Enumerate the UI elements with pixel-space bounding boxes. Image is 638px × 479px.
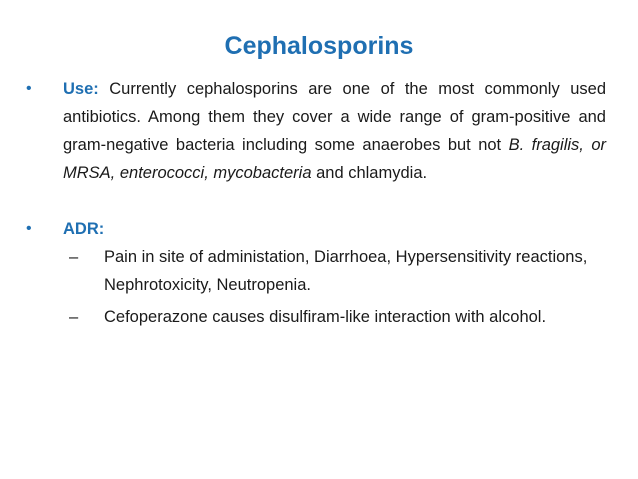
use-label: Use: [63,80,99,98]
use-italic-organisms: B. fragilis, or MRSA, enterococci, mycobacteria [63,136,606,182]
adr-label: ADR: [63,220,105,238]
slide-content [26,75,606,331]
use-text-1: Currently cephalosporins are one of the most commonly used antibiotics. Among them they cover a wide range of gram-positive and gram-negative bacteria including some anaerobes but not [63,80,606,154]
slide-title: Cephalosporins [224,32,414,60]
adr-item-text: Cefoperazone causes disulfiram-like interaction with alcohol. [104,308,547,326]
bullet-dot-icon: • [26,80,32,97]
bullet-dot-icon: • [26,220,32,237]
dash-icon: – [69,308,79,326]
dash-icon: – [69,248,79,266]
adr-item [26,303,606,331]
bullet-adr [26,215,606,243]
use-paragraph [63,75,606,187]
bullet-use [26,75,606,187]
spacer [26,187,606,215]
adr-item-text: Pain in site of administation, Diarrhoea, Hypersensitivity reactions, Nephrotoxicity, Neutropenia. [104,248,588,294]
adr-heading [63,215,606,243]
adr-item [26,243,606,299]
use-text-2: and chlamydia. [311,164,428,182]
